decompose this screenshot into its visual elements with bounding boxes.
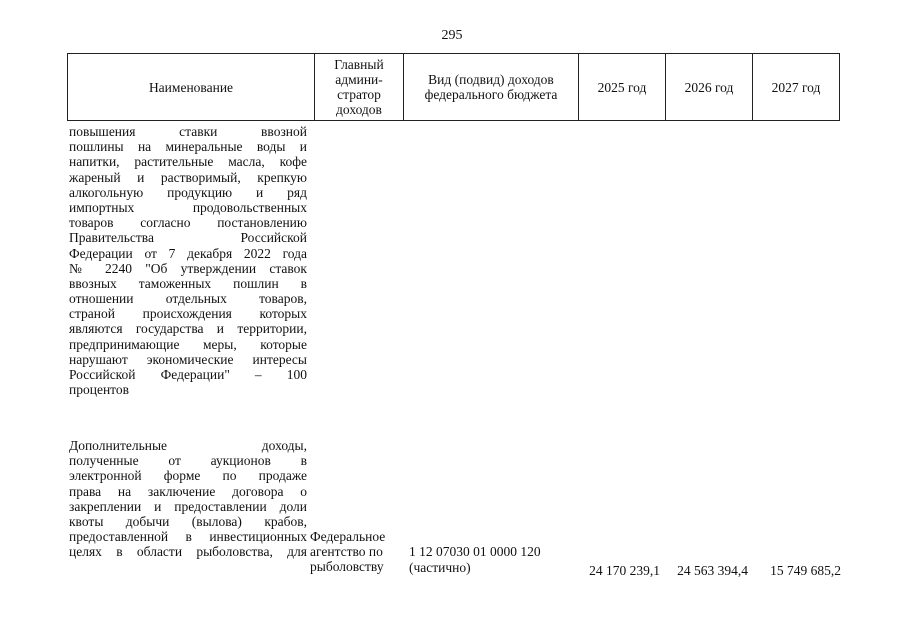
page-number: 295 (441, 28, 463, 43)
code-line: (частично) (409, 560, 471, 575)
row-2-name-text (69, 438, 307, 560)
header-year-2025: 2025 год (579, 54, 666, 120)
text-line: права на заключение договора о (69, 483, 307, 499)
text-line: импортных продовольственных (69, 199, 307, 215)
code-line: 1 12 07030 01 0000 120 (409, 544, 541, 559)
value-2027: 15 749 685,2 (770, 563, 841, 578)
header-admin-line: стратор (337, 87, 381, 102)
header-admin-line: Главный (334, 57, 384, 72)
text-line: предоставленной в инвестиционных (69, 529, 307, 545)
text-line: отношении отдельных товаров, (69, 291, 307, 307)
text-line: электронной форме по продаже (69, 468, 307, 484)
header-admin (315, 54, 404, 120)
text-line: товаров согласно постановлению (69, 215, 307, 231)
row-1-name-text (69, 124, 307, 397)
text-line: повышения ставки ввозной (69, 124, 307, 139)
text-line: № 2240 "Об утверждении ставок (69, 260, 307, 276)
admin-line: агентство по (310, 544, 383, 560)
text-line: полученные от аукционов в (69, 453, 307, 469)
text-line: Российской Федерации" – 100 (69, 367, 307, 382)
admin-line: Федеральное (310, 529, 386, 544)
text-line: ввозных таможенных пошлин в (69, 275, 307, 291)
row-2-admin (310, 529, 400, 575)
text-line: пошлины на минеральные воды и (69, 139, 307, 155)
text-line: целях в области рыболовства, для (69, 544, 307, 560)
text-line: Дополнительные доходы, (69, 438, 307, 453)
text-line: Правительства Российской (69, 230, 307, 246)
header-admin-line: доходов (336, 102, 382, 117)
table-header (67, 53, 840, 121)
row-2-revenue-code (409, 544, 579, 576)
text-line: являются государства и территории, (69, 321, 307, 337)
text-line: жареный и растворимый, крепкую (69, 169, 307, 185)
text-line: предпринимающие меры, которые (69, 336, 307, 352)
admin-line: рыболовству (310, 559, 384, 575)
header-name: Наименование (68, 54, 315, 120)
header-type-line: Вид (подвид) доходов (428, 72, 554, 87)
header-year-2027: 2027 год (771, 79, 821, 95)
text-line: закреплении и предоставлении доли (69, 498, 307, 514)
text-line: напитки, растительные масла, кофе (69, 154, 307, 170)
text-line: нарушают экономические интересы (69, 351, 307, 367)
text-line: Федерации от 7 декабря 2022 года (69, 245, 307, 261)
header-type-line: федерального бюджета (424, 87, 558, 102)
value-2026: 24 563 394,4 (677, 563, 748, 578)
text-line: страной происхождения которых (69, 306, 307, 322)
header-type (404, 54, 579, 120)
text-line: квоты добычи (вылова) крабов, (69, 513, 307, 529)
text-line: процентов (69, 382, 130, 398)
header-admin-line: админи- (335, 72, 383, 87)
value-2025: 24 170 239,1 (589, 563, 660, 578)
header-year-2026: 2026 год (666, 54, 753, 120)
text-line: алкогольную продукцию и ряд (69, 184, 307, 200)
